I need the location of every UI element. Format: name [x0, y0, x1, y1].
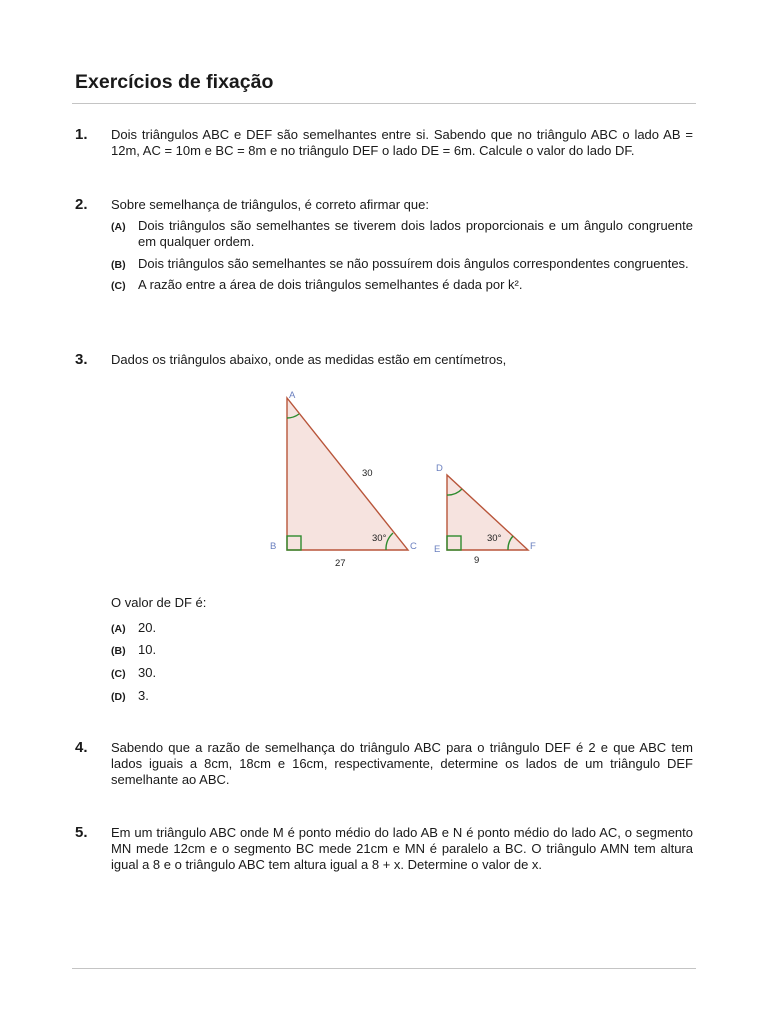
exercise-number: 4.	[75, 739, 88, 756]
vertex-label-c: C	[410, 541, 417, 552]
page-title: Exercícios de fixação	[75, 71, 274, 93]
triangle-abc	[270, 390, 417, 569]
vertex-label-a: A	[289, 390, 296, 401]
exercise-3-options	[75, 613, 693, 704]
exercise-number: 3.	[75, 351, 88, 368]
option-letter: (C)	[111, 667, 126, 680]
option-a	[111, 218, 693, 250]
exercise-text: Em um triângulo ABC onde M é ponto médio do lado AB e N é ponto médio do lado AC, o segmento MN mede 12cm e o segmento BC mede 21cm e MN é paralelo a BC. O triângulo AMN tem altura igual a 8 e o triângulo ABC tem altura igual a 8 + x. Determine o valor de x.	[111, 825, 693, 873]
option-letter: (A)	[111, 622, 126, 635]
option-text: 30.	[138, 664, 157, 680]
vertex-label-f: F	[530, 541, 536, 552]
exercise-3	[75, 352, 693, 368]
triangle-abc-shape	[287, 398, 408, 550]
exercise-4	[75, 740, 693, 789]
option-text: Dois triângulos são semelhantes se tiverem dois lados proporcionais e um ângulo congruente em qualquer ordem.	[138, 218, 693, 250]
vertex-label-b: B	[270, 541, 277, 552]
option-letter: (A)	[111, 221, 126, 234]
exercise-number: 1.	[75, 126, 88, 143]
option-text: Dois triângulos são semelhantes se não possuírem dois ângulos correspondentes congruentes.	[138, 255, 689, 271]
option-c	[111, 665, 693, 681]
angle-label-c: 30°	[372, 533, 387, 544]
exercise-2	[75, 197, 693, 293]
triangle-def	[434, 463, 536, 566]
exercise-3-question: O valor de DF é:	[111, 595, 207, 610]
exercise-number: 5.	[75, 824, 88, 841]
option-text: A razão entre a área de dois triângulos semelhantes é dada por k².	[138, 276, 523, 292]
exercise-1	[75, 127, 693, 159]
option-text: 3.	[138, 687, 149, 703]
option-letter: (B)	[111, 258, 126, 271]
option-a	[111, 620, 693, 636]
option-text: 20.	[138, 619, 157, 635]
exercise-text: Sobre semelhança de triângulos, é correto afirmar que:	[111, 197, 429, 212]
exercise-text: Dados os triângulos abaixo, onde as medidas estão em centímetros,	[111, 352, 507, 367]
angle-label-f: 30°	[487, 533, 502, 544]
option-b	[111, 256, 693, 272]
exercise-number: 2.	[75, 196, 88, 213]
triangles-figure	[258, 385, 548, 570]
title-divider	[72, 103, 696, 104]
option-b	[111, 642, 693, 658]
option-letter: (D)	[111, 690, 126, 703]
option-c	[111, 277, 693, 293]
option-letter: (C)	[111, 279, 126, 292]
base-label: 9	[474, 555, 480, 566]
exercise-text: Dois triângulos ABC e DEF são semelhantes entre si. Sabendo que no triângulo ABC o lado AB = 12m, AC = 10m e BC = 8m e no triângulo DEF o lado DE = 6m. Calcule o valor do lado DF.	[111, 127, 693, 159]
hypotenuse-label: 30	[362, 468, 373, 479]
vertex-label-e: E	[434, 544, 441, 555]
option-letter: (B)	[111, 645, 126, 658]
vertex-label-d: D	[436, 463, 443, 474]
option-d	[111, 688, 693, 704]
exercise-text: Sabendo que a razão de semelhança do triângulo ABC para o triângulo DEF é 2 e que ABC tem lados iguais a 8cm, 18cm e 16cm, respectivamente, determine os lados de um triângulo DEF semelhante ao ABC.	[111, 740, 693, 788]
exercise-5	[75, 825, 693, 874]
option-text: 10.	[138, 642, 157, 658]
base-label: 27	[335, 558, 346, 569]
footer-divider	[72, 968, 696, 969]
